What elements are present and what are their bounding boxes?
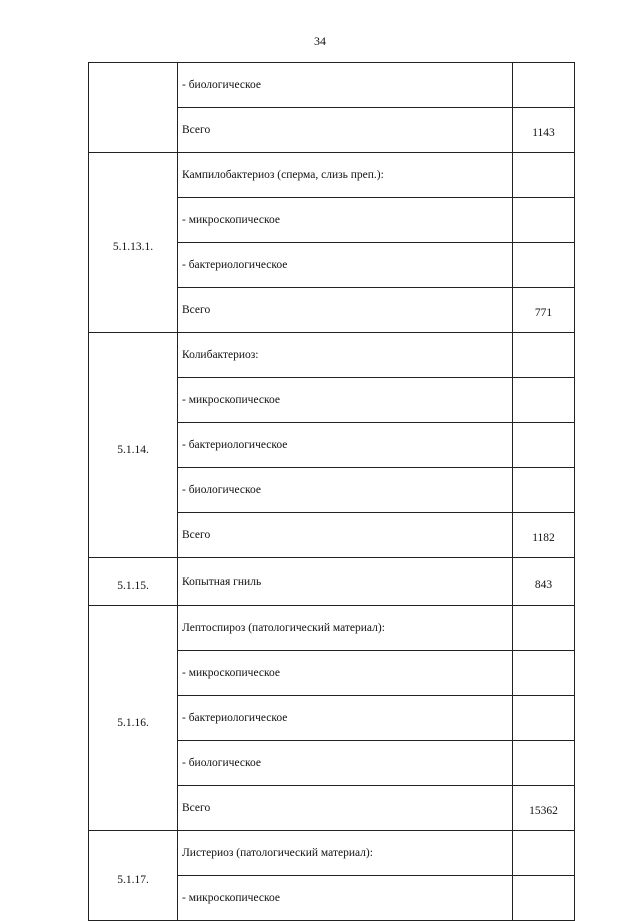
service-name: - микроскопическое <box>178 198 513 243</box>
item-code: 5.1.16. <box>89 606 178 831</box>
price-cell <box>513 468 575 513</box>
service-name: - микроскопическое <box>178 378 513 423</box>
price-cell: 15362 <box>513 786 575 831</box>
table-row <box>89 606 575 651</box>
service-name: Кампилобактериоз (сперма, слизь преп.): <box>178 153 513 198</box>
service-name: Колибактериоз: <box>178 333 513 378</box>
price-cell <box>513 198 575 243</box>
service-name: - биологическое <box>178 63 513 108</box>
service-name: Лептоспироз (патологический материал): <box>178 606 513 651</box>
price-cell: 1143 <box>513 108 575 153</box>
table-row <box>89 558 575 606</box>
service-name: Всего <box>178 513 513 558</box>
item-code: 5.1.15. <box>89 558 178 606</box>
service-name: - бактериологическое <box>178 696 513 741</box>
service-name: - биологическое <box>178 741 513 786</box>
price-cell: 1182 <box>513 513 575 558</box>
item-code: 5.1.17. <box>89 831 178 921</box>
table-row <box>89 333 575 378</box>
price-cell <box>513 153 575 198</box>
price-cell <box>513 876 575 921</box>
price-cell <box>513 333 575 378</box>
item-code: 5.1.13.1. <box>89 153 178 333</box>
service-name: Всего <box>178 288 513 333</box>
price-cell <box>513 606 575 651</box>
price-cell <box>513 741 575 786</box>
service-name: - биологическое <box>178 468 513 513</box>
price-cell <box>513 243 575 288</box>
item-code: 5.1.14. <box>89 333 178 558</box>
price-cell <box>513 696 575 741</box>
service-name: Копытная гниль <box>178 558 513 606</box>
table-row <box>89 153 575 198</box>
price-table <box>88 62 575 921</box>
price-cell: 843 <box>513 558 575 606</box>
item-code <box>89 63 178 153</box>
price-cell <box>513 831 575 876</box>
table-row <box>89 63 575 108</box>
service-name: Листериоз (патологический материал): <box>178 831 513 876</box>
service-name: Всего <box>178 786 513 831</box>
service-name: - бактериологическое <box>178 243 513 288</box>
service-name: - микроскопическое <box>178 876 513 921</box>
price-cell <box>513 423 575 468</box>
price-cell <box>513 63 575 108</box>
service-name: - бактериологическое <box>178 423 513 468</box>
price-cell: 771 <box>513 288 575 333</box>
page-number: 34 <box>314 34 326 48</box>
price-cell <box>513 651 575 696</box>
service-name: - микроскопическое <box>178 651 513 696</box>
table-row <box>89 831 575 876</box>
table-body <box>89 63 575 921</box>
price-cell <box>513 378 575 423</box>
service-name: Всего <box>178 108 513 153</box>
